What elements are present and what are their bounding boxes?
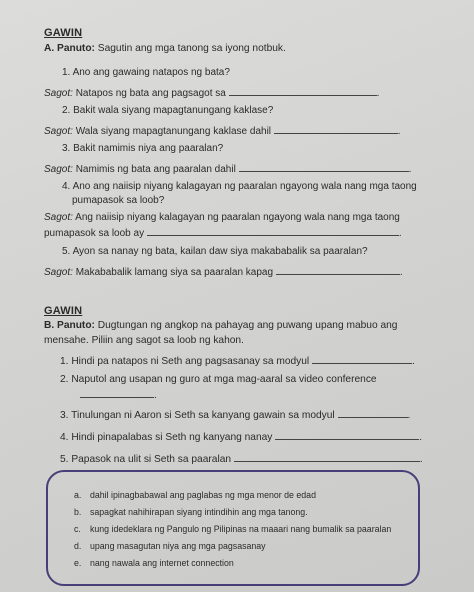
answer-label: Sagot: [44,88,73,99]
gawin-heading-b: GAWIN [44,305,83,317]
choice-text: kung idedeklara ng Pangulo ng Pilipinas na maaari nang bumalik sa paaralan [90,524,392,534]
answer-blank[interactable] [229,86,377,96]
choice-text: upang masagutan niya ang mga pagsasanay [90,541,266,551]
choice-letter: d. [74,541,82,551]
item-text: 4. Hindi pinapalabas si Seth ng kanyang nanay [60,432,273,443]
answer-text: Namimis ng bata ang paaralan dahil [75,164,236,175]
question-a1: 1. Ano ang gawaing natapos ng bata? [62,67,230,78]
choice-b [74,507,308,517]
answer-label: Sagot: [44,164,73,175]
panuto-b [44,318,424,348]
item-b4: 4. Hindi pinapalabas si Seth ng kanyang nanay . [60,432,423,443]
choice-letter: a. [74,490,82,500]
item-blank[interactable] [312,354,412,364]
choice-text: nang nawala ang internet connection [90,558,234,568]
panuto-b-text: Dugtungan ng angkop na pahayag ang puwang upang mabuo ang mensahe. Piliin ang sagot sa loob ng kahon. [44,320,398,346]
answer-text: Natapos ng bata ang pagsagot sa [75,88,226,99]
answer-a1: Sagot: Natapos ng bata ang pagsagot sa . [44,88,380,99]
answer-a4-line1 [44,212,400,223]
panuto-a-text: Sagutin ang mga tanong sa iyong notbuk. [97,43,286,54]
answer-label: Sagot: [44,267,73,278]
choice-c [74,524,391,534]
item-text: 1. Hindi pa natapos ni Seth ang pagsasanay sa modyul [60,356,310,367]
answer-a4-line2: pumapasok sa loob ay . [44,228,402,239]
item-b3: 3. Tinulungan ni Aaron si Seth sa kanyang gawain sa modyul . [60,410,411,421]
answer-label: Sagot: [44,212,73,223]
answer-choices-box [46,470,420,586]
question-a4-line1: 4. Ano ang naiisip niyang kalagayan ng paaralan ngayong wala nang mga taong [62,181,417,192]
item-blank[interactable] [275,430,419,440]
answer-text: Wala siyang mapagtanungang kaklase dahil [75,126,272,137]
choice-text: sapagkat nahihirapan siyang intindihin ang mga tanong. [90,507,308,517]
panuto-a [44,41,424,56]
answer-text: Makababalik lamang siya sa paaralan kapag [75,267,274,278]
question-a3: 3. Bakit namimis niya ang paaralan? [62,143,224,154]
choice-letter: e. [74,558,82,568]
answer-text: Ang naiisip niyang kalagayan ng paaralan ngayong wala nang mga taong [75,212,400,223]
choice-a [74,490,316,500]
item-b2-line2: . [80,388,157,401]
answer-a2: Sagot: Wala siyang mapagtanungang kaklase dahil . [44,126,401,137]
item-blank[interactable] [80,388,154,398]
item-text: 2. Naputol ang usapan ng guro at mga mag-aaral sa video conference [60,374,377,385]
answer-blank[interactable] [147,226,399,236]
answer-a3: Sagot: Namimis ng bata ang paaralan dahil . [44,164,412,175]
panuto-a-label: A. Panuto: [44,43,95,54]
choice-text: dahil ipinagbabawal ang paglabas ng mga menor de edad [90,490,316,500]
choice-letter: c. [74,524,81,534]
answer-a5: Sagot: Makababalik lamang siya sa paaralan kapag . [44,267,403,278]
item-blank[interactable] [338,408,408,418]
answer-blank[interactable] [239,162,409,172]
item-b5: 5. Papasok na ulit si Seth sa paaralan . [60,454,423,465]
panuto-b-label: B. Panuto: [44,320,95,331]
item-text: 5. Papasok na ulit si Seth sa paaralan [60,454,232,465]
gawin-heading-a: GAWIN [44,27,83,39]
question-a5: 5. Ayon sa nanay ng bata, kailan daw siya makababalik sa paaralan? [62,246,368,257]
answer-text: pumapasok sa loob ay [44,228,145,239]
item-b2 [60,374,377,385]
choice-e [74,558,234,568]
question-a4-line2: pumapasok sa loob? [72,195,165,206]
question-a2: 2. Bakit wala siyang mapagtanungang kaklase? [62,105,274,116]
item-b1: 1. Hindi pa natapos ni Seth ang pagsasanay sa modyul . [60,356,415,367]
answer-label: Sagot: [44,126,73,137]
item-blank[interactable] [234,452,420,462]
item-text: 3. Tinulungan ni Aaron si Seth sa kanyang gawain sa modyul [60,410,335,421]
choice-d [74,541,266,551]
answer-blank[interactable] [274,124,398,134]
answer-blank[interactable] [276,265,400,275]
choice-letter: b. [74,507,82,517]
